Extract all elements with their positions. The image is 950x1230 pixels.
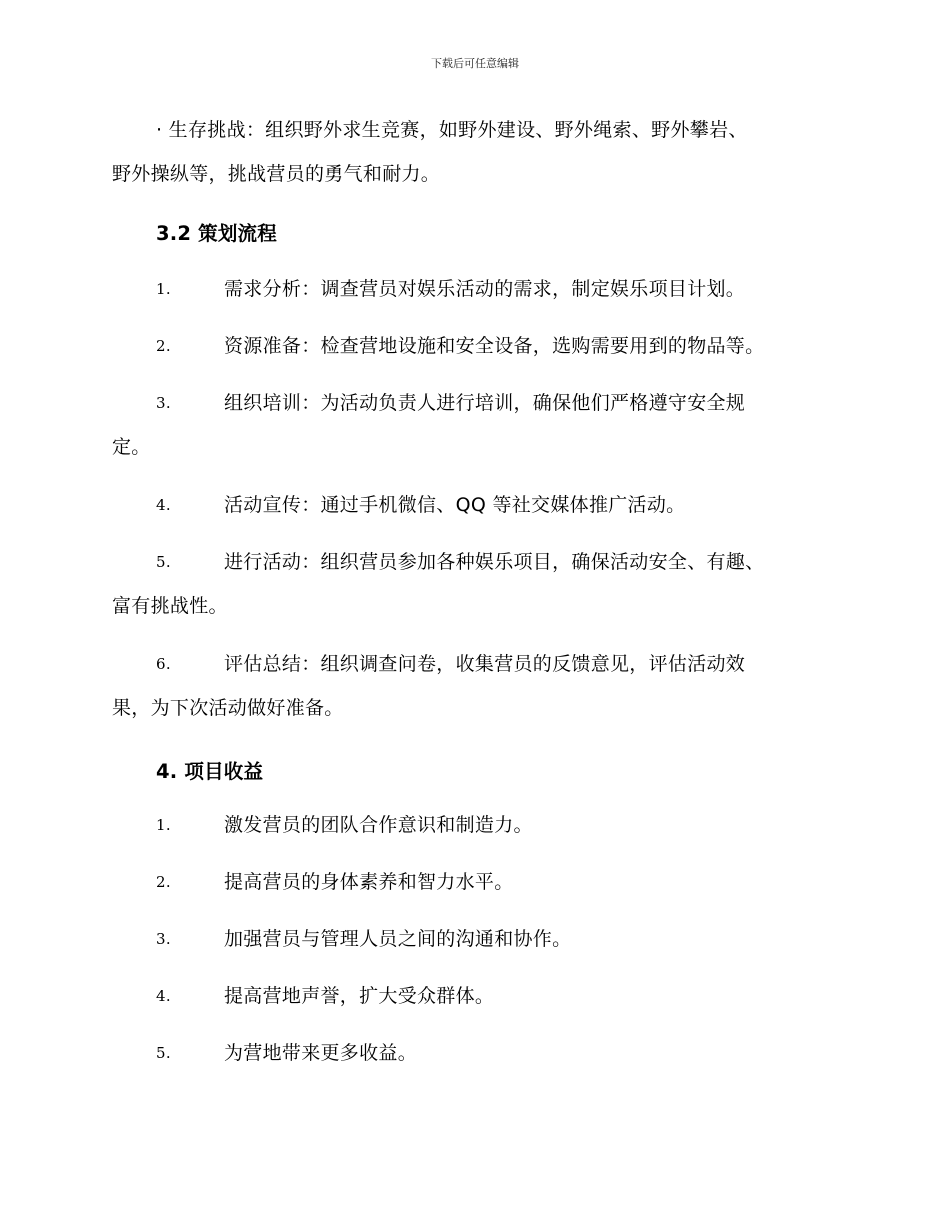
list-item-text: 激发营员的团队合作意识和制造力。 (224, 814, 533, 836)
list-item (112, 917, 832, 961)
list-item (112, 803, 832, 847)
list-item (112, 540, 832, 628)
list-item-text-continued: 果，为下次活动做好准备。 (112, 697, 344, 719)
list-item-text: 进行活动：组织营员参加各种娱乐项目，确保活动安全、有趣、 (224, 551, 765, 573)
intro-line-1: · 生存挑战：组织野外求生竞赛，如野外建设、野外绳索、野外攀岩、 (156, 119, 748, 141)
list-item-text: 组织培训：为活动负责人进行培训，确保他们严格遵守安全规 (224, 392, 746, 414)
list-item (112, 974, 832, 1018)
list-item (112, 381, 832, 469)
page-header-note: 下载后可任意编辑 (431, 57, 519, 70)
list-item (112, 642, 832, 730)
list-item (112, 1031, 832, 1075)
list-item-number: 2. (156, 873, 171, 891)
list-item-number: 1. (156, 816, 171, 834)
intro-paragraph (112, 108, 832, 196)
list-item-text-continued: 富有挑战性。 (112, 595, 228, 617)
list-item (112, 267, 832, 311)
list-item-text: 评估总结：组织调查问卷，收集营员的反馈意见，评估活动效 (224, 653, 746, 675)
list-item-text: 提高营地声誉，扩大受众群体。 (224, 985, 495, 1007)
section-heading-4: 4. 项目收益 (156, 760, 264, 783)
list-item-number: 6. (156, 655, 171, 673)
list-item-text: 活动宣传：通过手机微信、QQ 等社交媒体推广活动。 (224, 494, 686, 516)
list-item-text: 提高营员的身体素养和智力水平。 (224, 871, 514, 893)
list-item-number: 5. (156, 553, 171, 571)
list-item (112, 483, 832, 527)
list-item-number: 1. (156, 280, 171, 298)
list-item-number: 4. (156, 987, 171, 1005)
list-item-text: 资源准备：检查营地设施和安全设备，选购需要用到的物品等。 (224, 335, 765, 357)
list-item-number: 5. (156, 1044, 171, 1062)
intro-line-2: 野外操纵等，挑战营员的勇气和耐力。 (112, 163, 441, 185)
list-item-text: 加强营员与管理人员之间的沟通和协作。 (224, 928, 572, 950)
list-item-number: 3. (156, 930, 171, 948)
section-heading-3-2: 3.2 策划流程 (156, 222, 277, 245)
list-item-text: 为营地带来更多收益。 (224, 1042, 418, 1064)
list-item-number: 3. (156, 394, 171, 412)
list-item-text: 需求分析：调查营员对娱乐活动的需求，制定娱乐项目计划。 (224, 278, 746, 300)
list-item (112, 324, 832, 368)
list-item-text-continued: 定。 (112, 436, 151, 458)
list-item-number: 2. (156, 337, 171, 355)
list-item-number: 4. (156, 496, 171, 514)
list-item (112, 860, 832, 904)
